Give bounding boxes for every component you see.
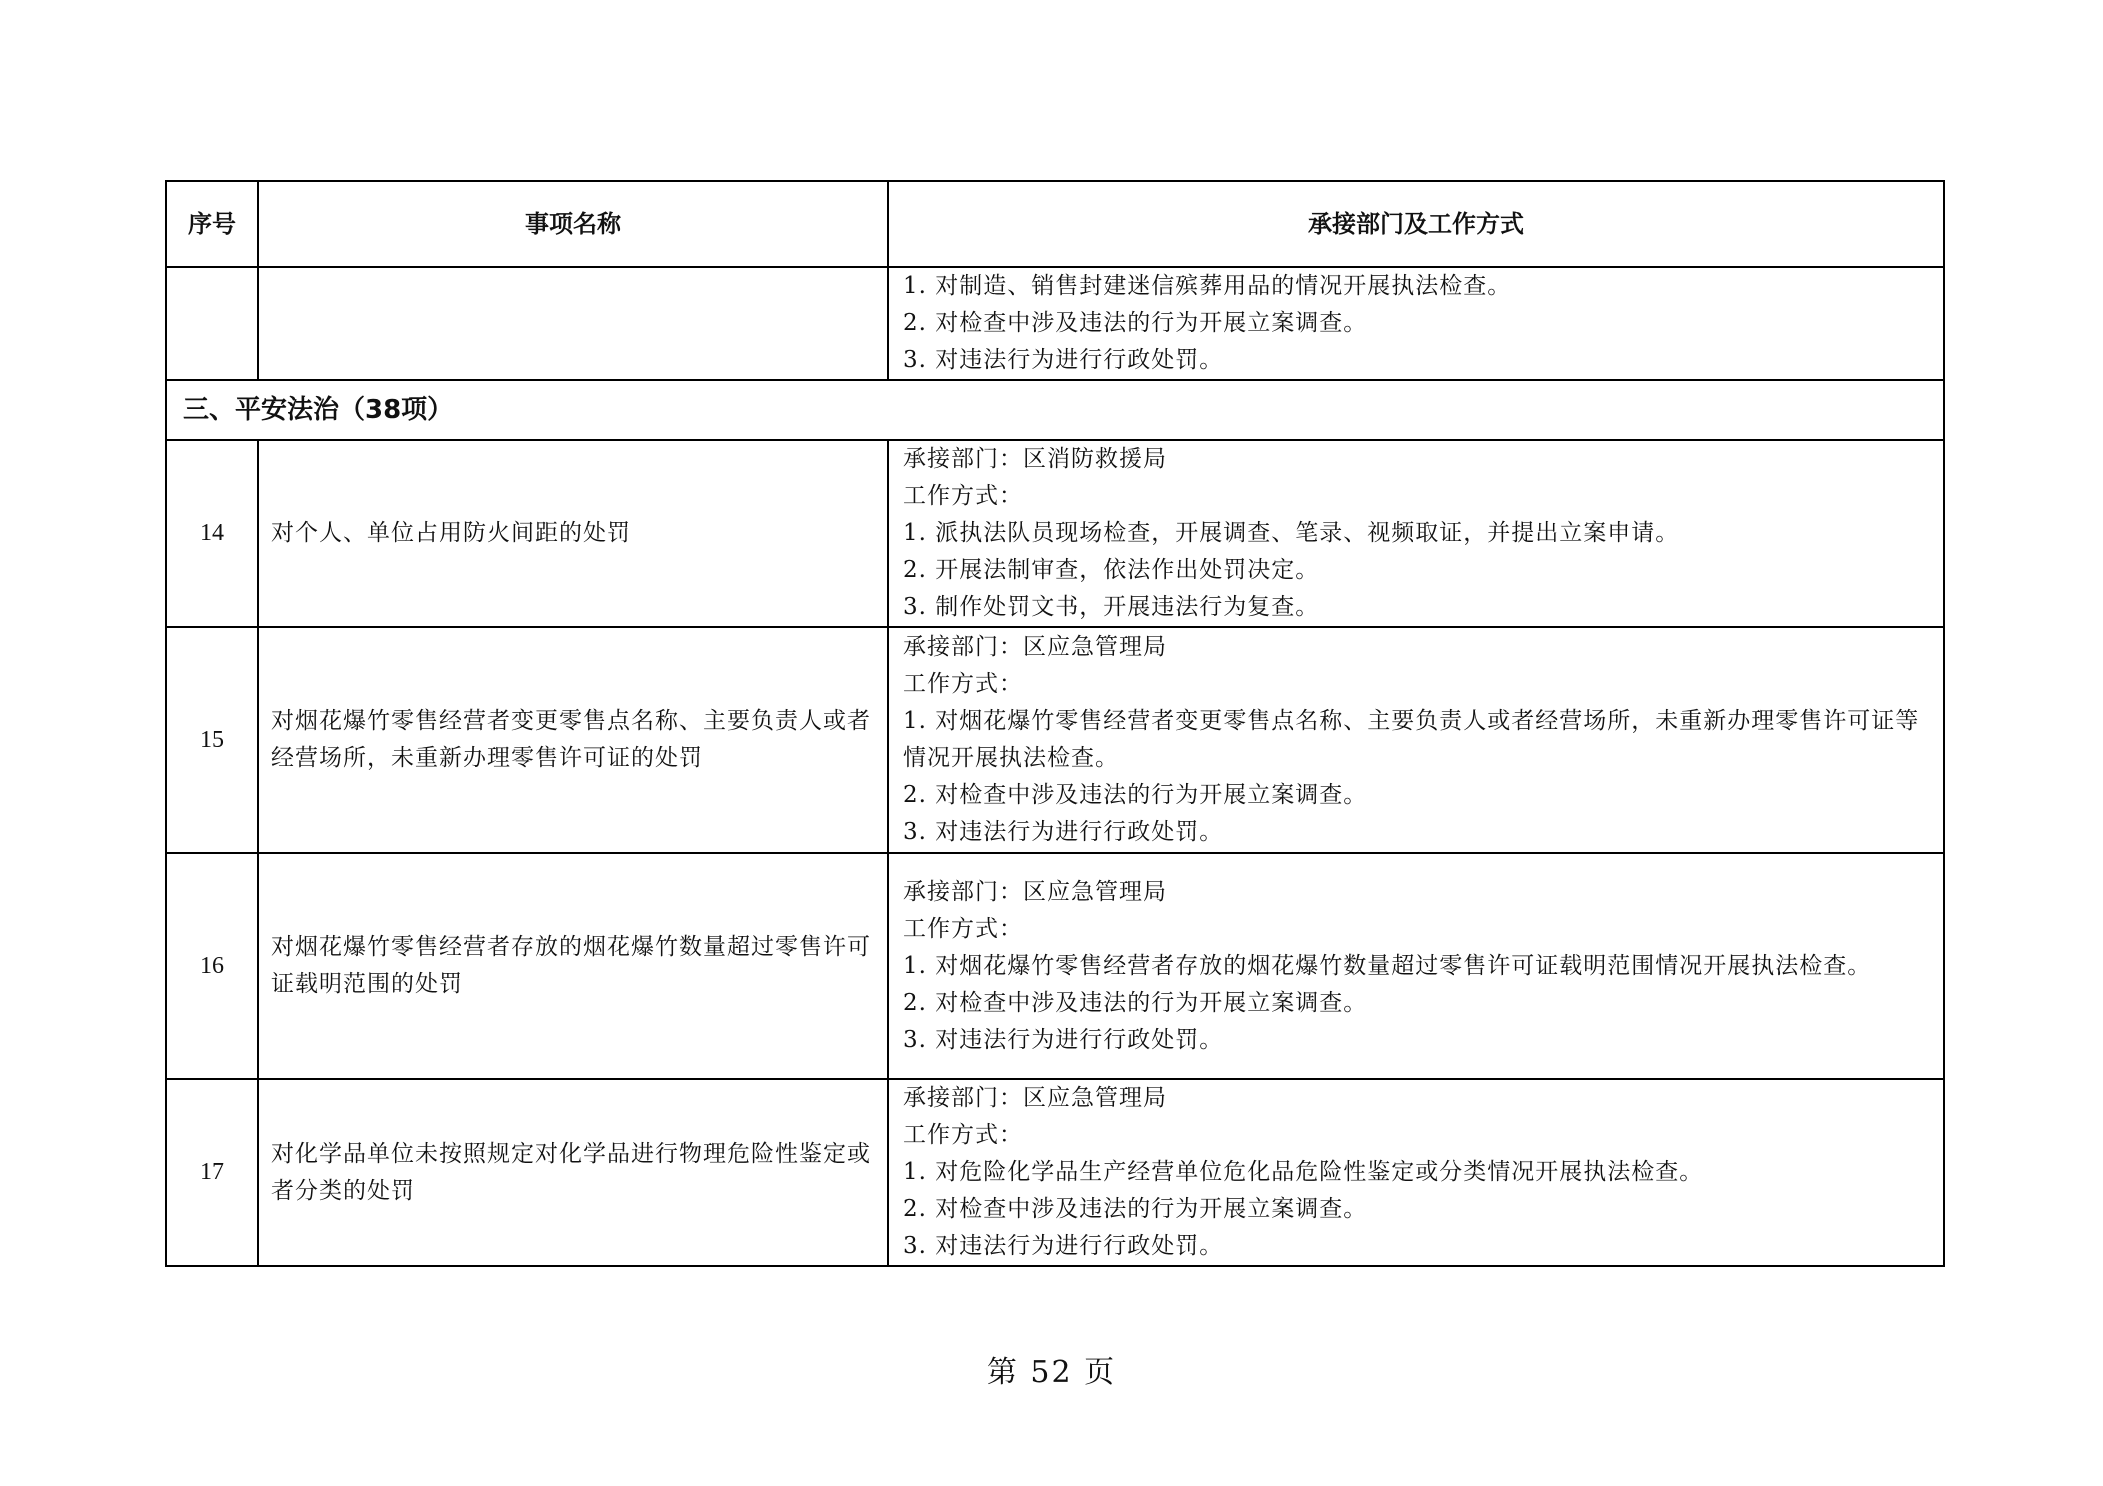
row-matter-name: 对烟花爆竹零售经营者变更零售点名称、主要负责人或者经营场所，未重新办理零售许可证的处罚: [258, 627, 888, 853]
row-department-method: [888, 1079, 1944, 1266]
table-row: [166, 1079, 1944, 1266]
method-label: 工作方式：: [903, 1122, 1023, 1148]
method-line: 1. 对制造、销售封建迷信殡葬用品的情况开展执法检查。: [903, 273, 1512, 299]
row-serial-number: [166, 267, 258, 380]
row-department-method: [888, 440, 1944, 627]
section-title: 三、平安法治（38项）: [166, 380, 1944, 440]
row-serial-number: 14: [166, 440, 258, 627]
header-matter-name: 事项名称: [258, 181, 888, 267]
header-serial-number: 序号: [166, 181, 258, 267]
row-matter-name: 对个人、单位占用防火间距的处罚: [258, 440, 888, 627]
table-row: [166, 440, 1944, 627]
method-line: 3. 对违法行为进行行政处罚。: [903, 347, 1224, 373]
method-label: 工作方式：: [903, 671, 1023, 697]
method-line: 1. 对烟花爆竹零售经营者变更零售点名称、主要负责人或者经营场所，未重新办理零售许可证等情况开展执法检查。: [903, 708, 1920, 771]
method-label: 工作方式：: [903, 483, 1023, 509]
department-line: 承接部门：区消防救援局: [903, 446, 1167, 472]
row-department-method: [888, 853, 1944, 1079]
method-line: 2. 开展法制审查，依法作出处罚决定。: [903, 557, 1320, 583]
row-serial-number: 16: [166, 853, 258, 1079]
page-number: 第 52 页: [986, 1355, 1117, 1390]
table-row: [166, 853, 1944, 1079]
method-line: 2. 对检查中涉及违法的行为开展立案调查。: [903, 782, 1368, 808]
method-line: 3. 制作处罚文书，开展违法行为复查。: [903, 594, 1320, 620]
row-department-method: [888, 267, 1944, 380]
department-line: 承接部门：区应急管理局: [903, 1085, 1167, 1111]
method-label: 工作方式：: [903, 915, 1023, 942]
method-line: 1. 派执法队员现场检查，开展调查、笔录、视频取证，并提出立案申请。: [903, 520, 1680, 546]
row-matter-name: 对烟花爆竹零售经营者存放的烟花爆竹数量超过零售许可证载明范围的处罚: [258, 853, 888, 1079]
method-line: 3. 对违法行为进行行政处罚。: [903, 1026, 1224, 1053]
section-row: [166, 380, 1944, 440]
row-serial-number: 15: [166, 627, 258, 853]
table-header-row: [166, 181, 1944, 267]
method-line: 1. 对烟花爆竹零售经营者存放的烟花爆竹数量超过零售许可证载明范围情况开展执法检查。: [903, 952, 1872, 979]
row-matter-name: [258, 267, 888, 380]
matters-table: [165, 180, 1945, 1267]
method-line: 2. 对检查中涉及违法的行为开展立案调查。: [903, 310, 1368, 336]
department-line: 承接部门：区应急管理局: [903, 634, 1167, 660]
department-line: 承接部门：区应急管理局: [903, 878, 1167, 905]
row-department-method: [888, 627, 1944, 853]
row-matter-name: 对化学品单位未按照规定对化学品进行物理危险性鉴定或者分类的处罚: [258, 1079, 888, 1266]
method-line: 2. 对检查中涉及违法的行为开展立案调查。: [903, 989, 1368, 1016]
row-serial-number: 17: [166, 1079, 258, 1266]
method-line: 2. 对检查中涉及违法的行为开展立案调查。: [903, 1196, 1368, 1222]
table-row-continued: [166, 267, 1944, 380]
header-department-method: 承接部门及工作方式: [888, 181, 1944, 267]
table-row: [166, 627, 1944, 853]
method-line: 3. 对违法行为进行行政处罚。: [903, 1233, 1224, 1259]
method-line: 3. 对违法行为进行行政处罚。: [903, 819, 1224, 845]
method-line: 1. 对危险化学品生产经营单位危化品危险性鉴定或分类情况开展执法检查。: [903, 1159, 1704, 1185]
